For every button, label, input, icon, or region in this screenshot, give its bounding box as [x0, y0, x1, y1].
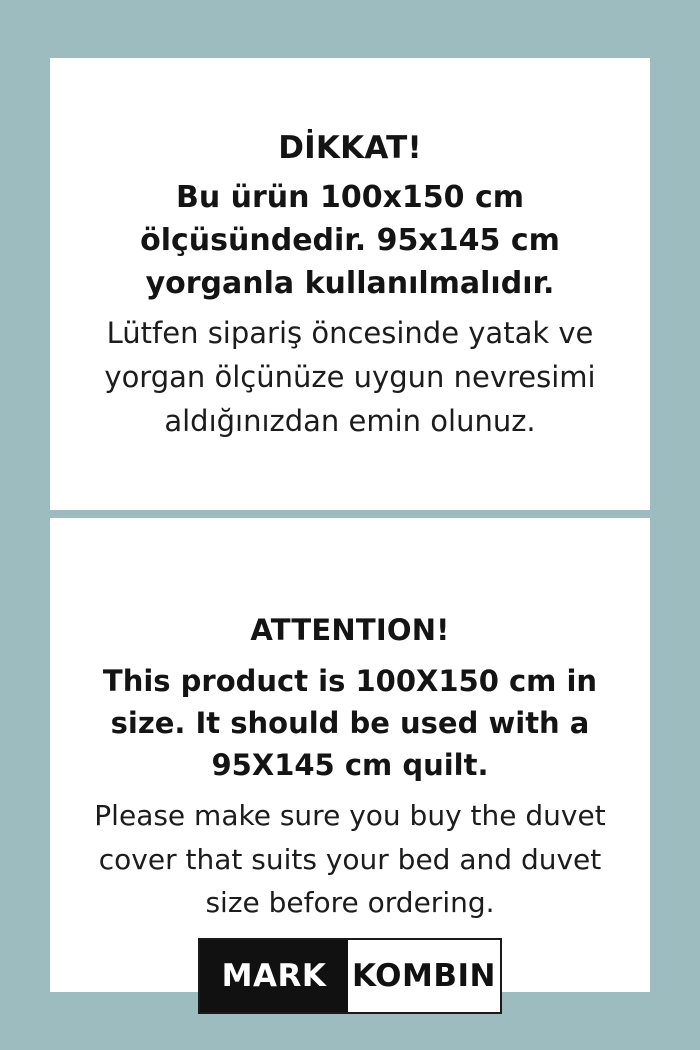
turkish-bold-text: Bu ürün 100x150 cm ölçüsündedir. 95x145 cm yorganla kullanılmalıdır.: [140, 180, 560, 301]
brand-logo: [198, 938, 502, 1014]
english-heading: ATTENTION!: [250, 612, 450, 647]
logo-mark-text: MARK: [200, 940, 348, 1012]
english-light-text: Please make sure you buy the duvet cover that suits your bed and duvet size before ordering.: [94, 799, 606, 919]
turkish-light-text: Lütfen sipariş öncesinde yatak ve yorgan ölçünüze uygun nevresimi aldığınızdan emin olunuz.: [104, 316, 596, 439]
logo-kombin-text: KOMBIN: [348, 940, 500, 1012]
english-notice-panel: [50, 518, 650, 992]
english-bold-text: This product is 100X150 cm in size. It should be used with a 95X145 cm quilt.: [102, 663, 598, 783]
turkish-heading: DİKKAT!: [278, 129, 422, 166]
turkish-notice-panel: [50, 58, 650, 510]
